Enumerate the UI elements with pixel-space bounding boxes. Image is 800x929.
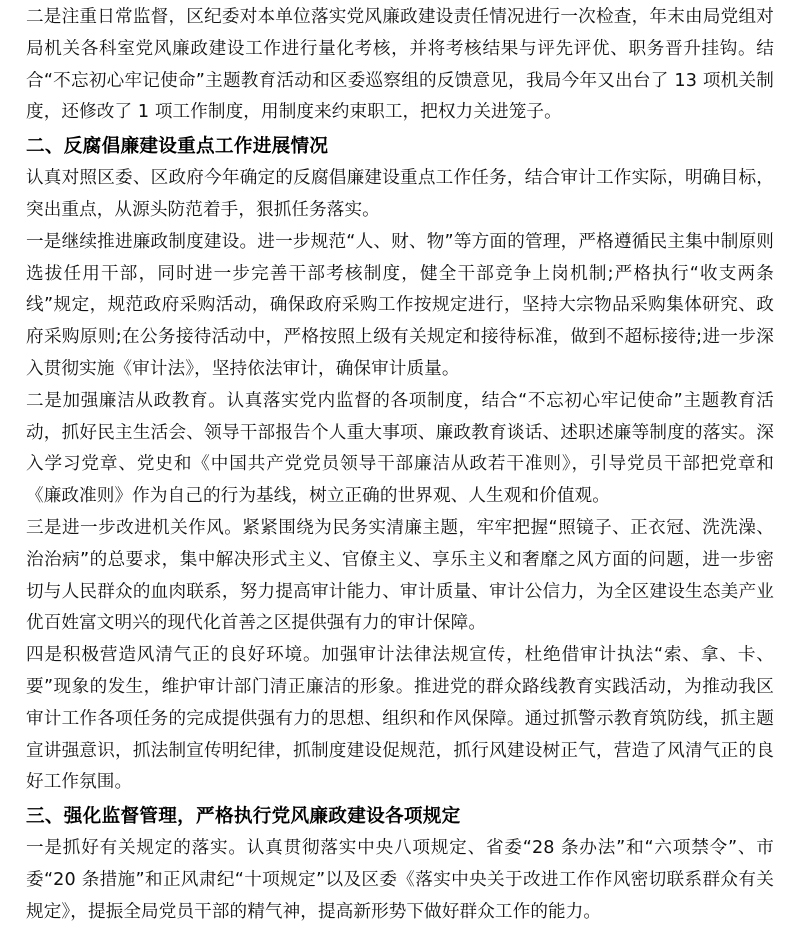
paragraph-point-one: 一是继续推进廉政制度建设。进一步规范“人、财、物”等方面的管理，严格遵循民主集中制原则选拔任用干部，同时进一步完善干部考核制度，健全干部竞争上岗机制;严格执行“收支两条线”规定，规范政府采购活动，确保政府采购工作按规定进行，坚持大宗物品采购集体研究、政府采购原则;在公务接待活动中，严格按照上级有关规定和接待标准，做到不超标接待;进一步深入贯彻实施《审计法》，坚持依法审计，确保审计质量。	[26, 231, 774, 379]
paragraph-point-two: 二是加强廉洁从政教育。认真落实党内监督的各项制度，结合“不忘初心牢记使命”主题教育活动，抓好民主生活会、领导干部报告个人重大事项、廉政教育谈话、述职述廉等制度的落实。深入学习党章、党史和《中国共产党党员领导干部廉洁从政若干准则》，引导党员干部把党章和《廉政准则》作为自己的行为基线，树立正确的世界观、人生观和价值观。	[26, 390, 774, 507]
section-heading-two: 二、反腐倡廉建设重点工作进展情况	[26, 136, 329, 158]
paragraph-section-two-lead: 认真对照区委、区政府今年确定的反腐倡廉建设重点工作任务，结合审计工作实际，明确目标，突出重点，从源头防范着手，狠抓任务落实。	[26, 168, 774, 220]
paragraph-point-three: 三是进一步改进机关作风。紧紧围绕为民务实清廉主题，牢牢把握“照镜子、正衣冠、洗洗澡、治治病”的总要求，集中解决形式主义、官僚主义、享乐主义和奢靡之风方面的问题，进一步密切与人民群众的血肉联系，努力提高审计能力、审计质量、审计公信力，为全区建设生态美产业优百姓富文明兴的现代化首善之区提供强有力的审计保障。	[26, 517, 774, 634]
paragraph-section-three-point-one: 一是抓好有关规定的落实。认真贯彻落实中央八项规定、省委“28 条办法”和“六项禁令”、市委“20 条措施”和正风肃纪“十项规定”以及区委《落实中央关于改进工作作风密切联系群众有关规定》，提振全局党员干部的精气神，提高新形势下做好群众工作的能力。	[26, 838, 774, 922]
document-body	[26, 0, 774, 929]
paragraph-point-four: 四是积极营造风清气正的良好环境。加强审计法律法规宣传，杜绝借审计执法“索、拿、卡、要”现象的发生，维护审计部门清正廉洁的形象。推进党的群众路线教育实践活动，为推动我区审计工作各项任务的完成提供强有力的思想、组织和作风保障。通过抓警示教育筑防线，抓主题宣讲强意识，抓法制宣传明纪律，抓制度建设促规范，抓行风建设树正气，营造了风清气正的良好工作氛围。	[26, 645, 774, 793]
section-heading-three: 三、强化监督管理，严格执行党风廉政建设各项规定	[26, 806, 461, 828]
paragraph-intro-continued: 二是注重日常监督，区纪委对本单位落实党风廉政建设责任情况进行一次检查，年末由局党组对局机关各科室党风廉政建设工作进行量化考核，并将考核结果与评先评优、职务晋升挂钩。结合“不忘初心牢记使命”主题教育活动和区委巡察组的反馈意见，我局今年又出台了 13 项机关制度，还修改了 1 项工作制度，用制度来约束职工，把权力关进笼子。	[26, 7, 774, 123]
